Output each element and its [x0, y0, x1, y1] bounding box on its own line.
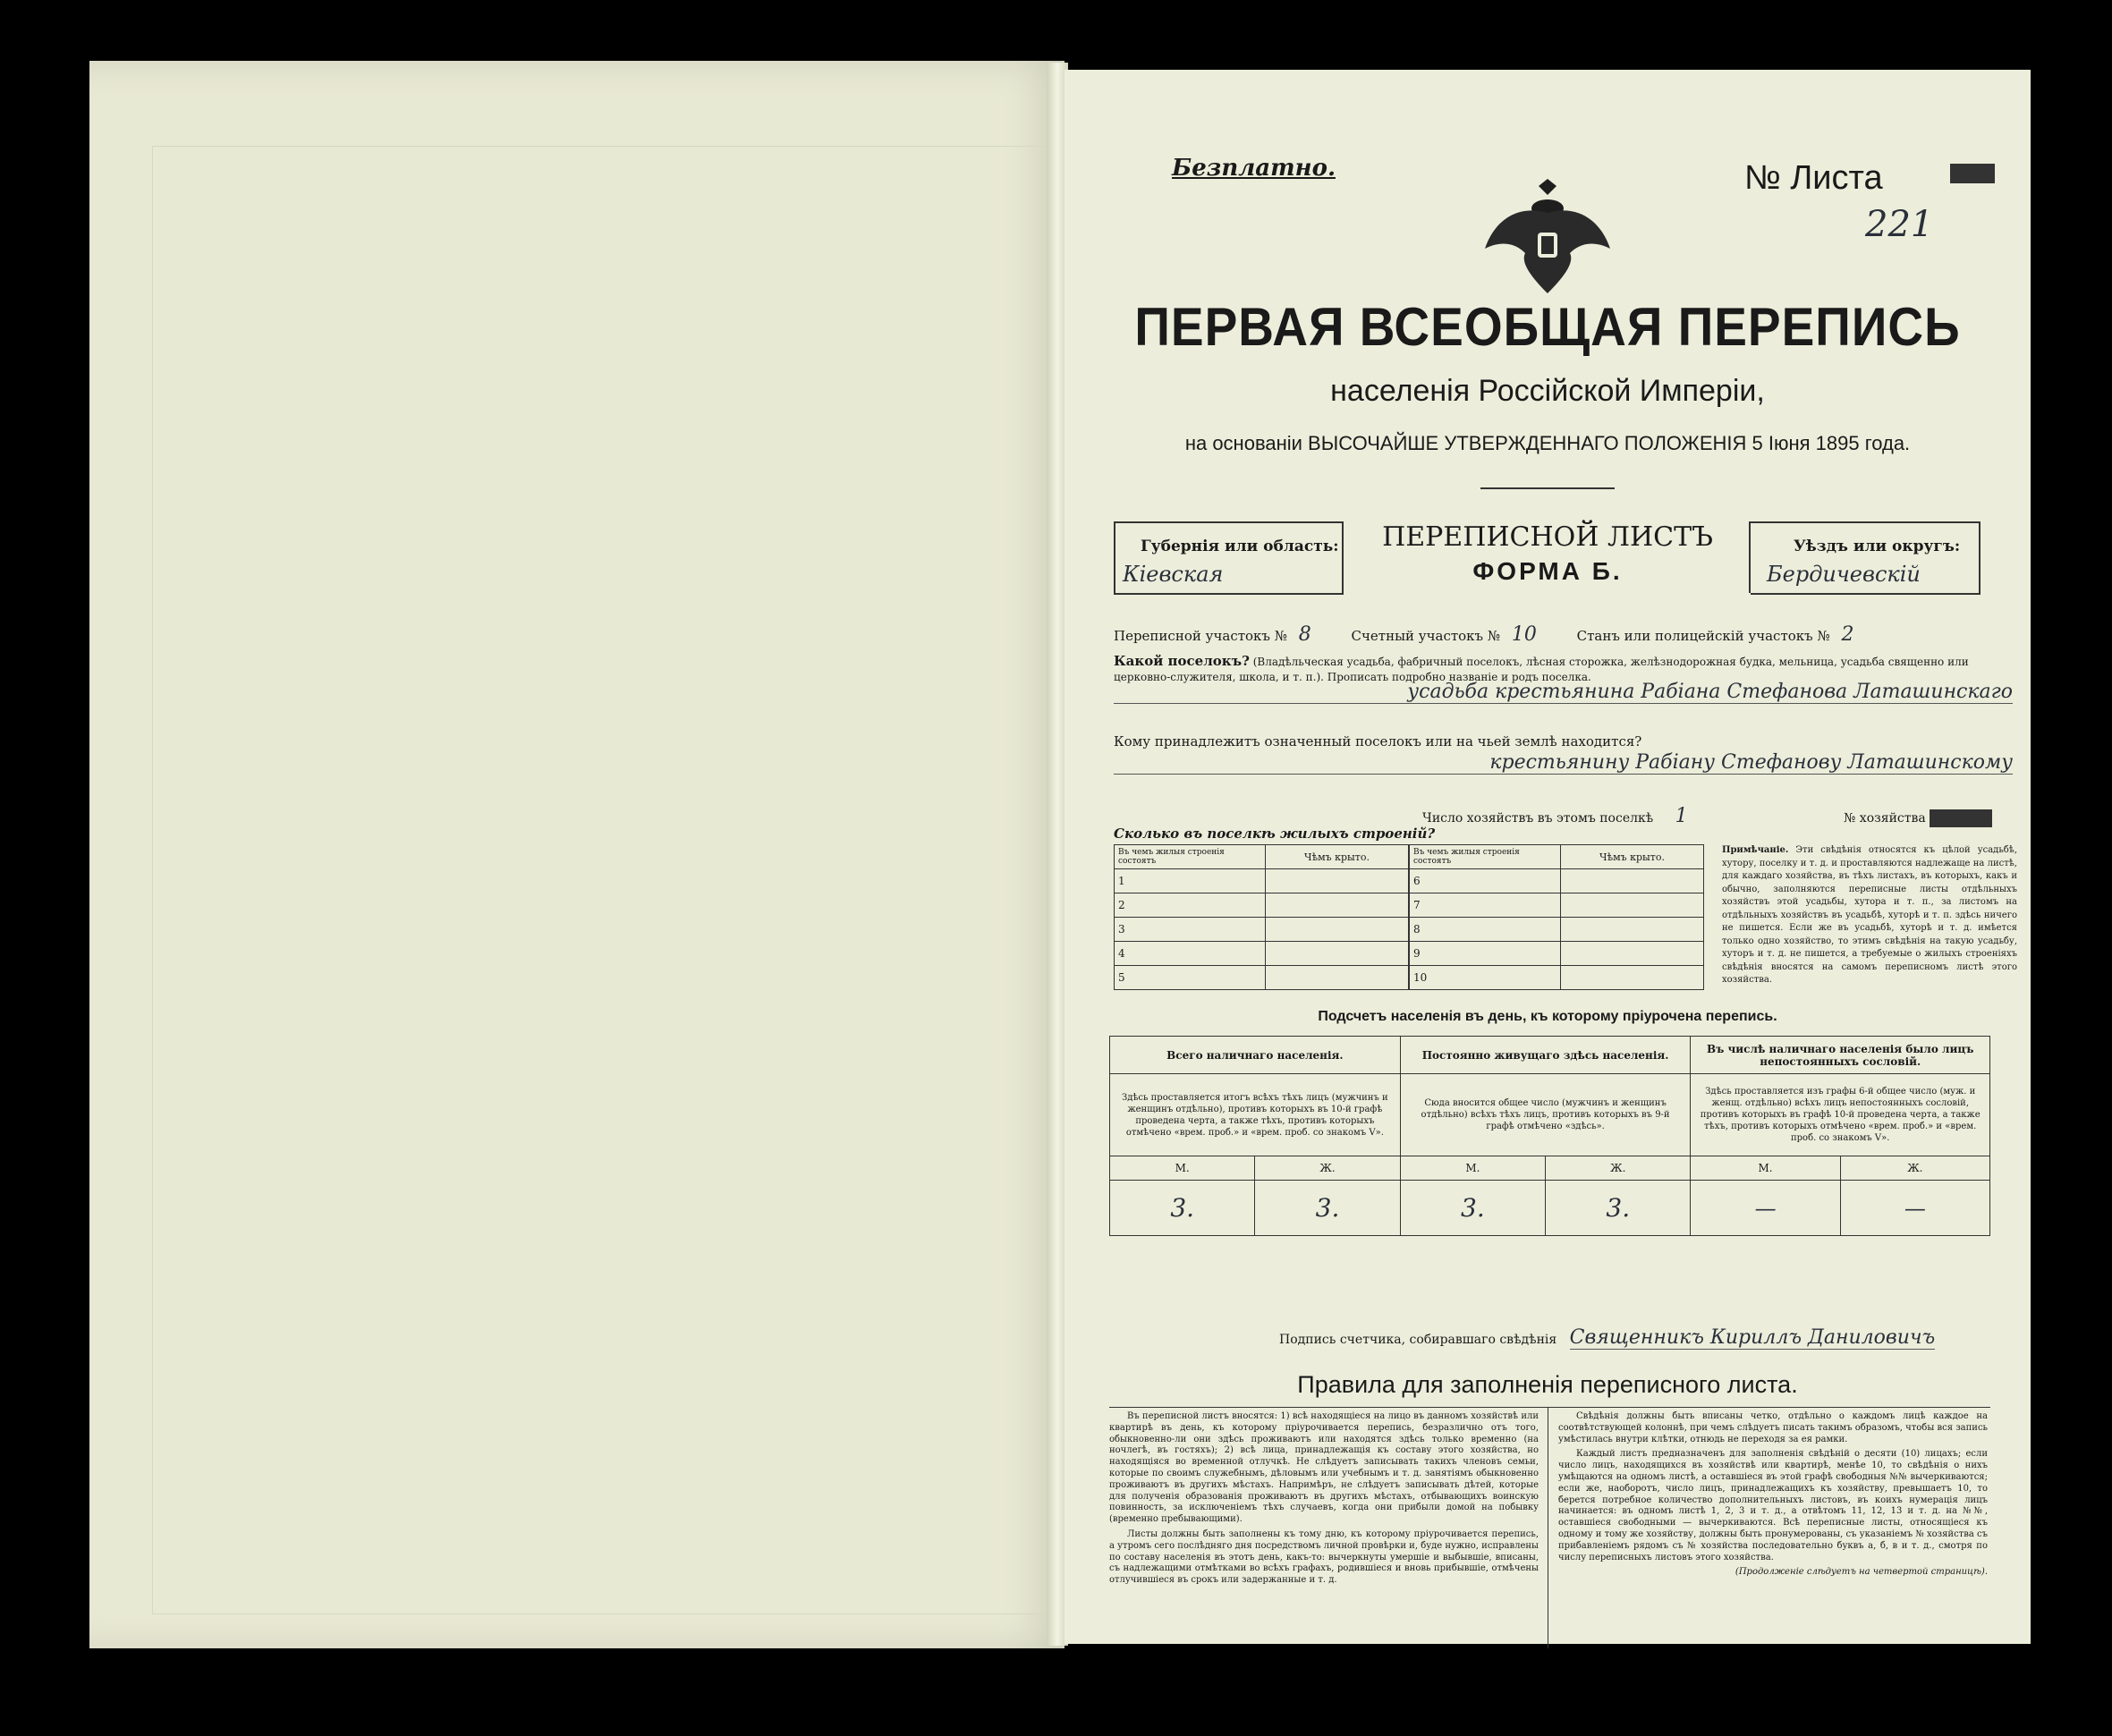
settlement-hint: (Владѣльческая усадьба, фабричный поселокъ, лѣсная сторожка, желѣзнодорожная будка, мельница, усадьба священно или церковно-служителя, школа, и т. п.). Прописать подробно названіе и родъ поселка. — [1114, 656, 1969, 683]
note-label: Примѣчаніе. — [1722, 845, 1789, 855]
rules-left-column — [1109, 1411, 1539, 1587]
buildings-col-name: Въ чемъ жилыя строенія состоятъ — [1115, 845, 1266, 869]
buildings-row-number: 6 — [1410, 869, 1561, 893]
population-value: 3. — [1110, 1181, 1255, 1236]
owner-question: Кому принадлежитъ означенный поселокъ или на чьей землѣ находится? — [1114, 733, 1642, 749]
buildings-col-roof: Чѣмъ крыто. — [1561, 845, 1704, 869]
buildings-row-number: 1 — [1115, 869, 1266, 893]
buildings-row-number: 2 — [1115, 893, 1266, 918]
population-table — [1109, 1036, 1990, 1236]
census-subtitle: населенія Россійской Имперіи, — [1330, 374, 1765, 408]
buildings-row-number: 9 — [1410, 942, 1561, 966]
settlement-question: Какой поселокъ? — [1114, 653, 1250, 669]
female-header: Ж. — [1840, 1156, 1989, 1181]
rules-paragraph: Въ переписной листъ вносятся: 1) всѣ находящіеся на лицо въ данномъ хозяйствѣ или квартирѣ въ день, къ которому пріурочивается перепись, безразлично отъ того, обыкновенно-ли они здѣсь проживаютъ или находятся здѣсь только временно (на ночлегѣ, въ гостяхъ); 2) всѣ лица, принадлежащія къ составу этого хозяйства, но находящіяся во временной отлучкѣ. Не слѣдуетъ записывать такихъ членовъ семьи, которые по своимъ служебнымъ, дѣловымъ или учебнымъ и т. д. занятіямъ обыкновенно проживаютъ въ другихъ мѣстахъ. Напримѣръ, не слѣдуетъ записывать дѣтей, которые для полученія образованія проживаютъ въ другихъ мѣстахъ, отбывающихъ воинскую повинность, за исключеніемъ тѣхъ случаевъ, когда они прибыли домой на побывку (временно пребывающими). — [1109, 1411, 1539, 1525]
buildings-col-roof: Чѣмъ крыто. — [1266, 845, 1409, 869]
sheet-number-value: 221 — [1865, 204, 1934, 245]
households-label: Число хозяйствъ въ этомъ поселкѣ — [1422, 811, 1654, 826]
rules-heading: Правила для заполненія переписного листа. — [1297, 1371, 1798, 1398]
census-section-value: 8 — [1298, 623, 1311, 646]
note-block — [1722, 844, 2017, 987]
population-value: — — [1691, 1181, 1840, 1236]
signature-label: Подпись счетчика, собиравшаго свѣдѣнія — [1279, 1333, 1557, 1347]
rules-paragraph: Свѣдѣнія должны быть вписаны четко, отдѣльно о каждомъ лицѣ каждое на соотвѣтствующей колоннѣ, при чемъ слѣдуетъ писать такимъ образомъ, чтобы вся запись умѣстилась внутри клѣтки, отнюдь не переходя за ея рамки. — [1558, 1411, 1988, 1444]
households-line — [1422, 805, 1992, 827]
province-label: Губернія или область: — [1141, 538, 1339, 555]
form-name-line1: ПЕРЕПИСНОЙ ЛИСТЪ — [1382, 521, 1713, 553]
redaction-mark — [1950, 164, 1995, 183]
counting-section-label: Счетный участокъ № — [1351, 628, 1501, 644]
population-value: 3. — [1400, 1181, 1545, 1236]
rules-divider — [1109, 1407, 1990, 1408]
district-label: Уѣздъ или округъ: — [1794, 538, 1961, 555]
population-resident-title: Постоянно живущаго здѣсь населенія. — [1400, 1037, 1691, 1074]
buildings-table-right — [1409, 844, 1704, 990]
rules-paragraph: Листы должны быть заполнены къ тому дню, къ которому пріурочивается перепись, а утромъ сего послѣдняго дня посредствомъ личной провѣрки и, буде нужно, исправлены по составу населенія въ этотъ день, какъ-то: вычеркнуты умершіе и выбывшіе, вписаны, съ надлежащими отмѣтками во всѣхъ графахъ, родившіеся и вновь прибывшіе, отмѣчены отлучившіеся въ срокъ или задержанные и т. д. — [1109, 1529, 1539, 1586]
census-form-page — [1064, 70, 2031, 1644]
counting-section-value: 10 — [1511, 623, 1537, 646]
imperial-eagle-emblem — [1480, 177, 1615, 298]
district-value: Бердичевскій — [1767, 562, 1921, 587]
rules-right-column — [1558, 1411, 1988, 1579]
buildings-row-number: 8 — [1410, 918, 1561, 942]
buildings-row-number: 3 — [1115, 918, 1266, 942]
population-value: — — [1840, 1181, 1989, 1236]
population-heading: Подсчетъ населенія въ день, къ которому пріурочена перепись. — [1318, 1009, 1777, 1024]
owner-value: крестьянину Рабіану Стефанову Латашинскому — [1114, 751, 2013, 775]
form-name-line2: ФОРМА Б. — [1472, 557, 1623, 585]
buildings-col-name: Въ чемъ жилыя строенія состоятъ — [1410, 845, 1561, 869]
settlement-value: усадьба крестьянина Рабіана Стефанова Латашинскаго — [1114, 681, 2013, 704]
male-header: М. — [1691, 1156, 1840, 1181]
left-blank-page — [89, 61, 1064, 1648]
census-section-label: Переписной участокъ № — [1114, 628, 1287, 644]
census-basis: на основаніи ВЫСОЧАЙШЕ УТВЕРЖДЕННАГО ПОЛОЖЕНІЯ 5 Іюня 1895 года. — [1184, 432, 1911, 454]
buildings-row-number: 10 — [1410, 966, 1561, 990]
buildings-row-number: 4 — [1115, 942, 1266, 966]
rules-continued-note: (Продолженіе слѣдуетъ на четвертой страницѣ). — [1735, 1567, 1988, 1578]
buildings-row-number: 7 — [1410, 893, 1561, 918]
population-nonresident-title: Въ числѣ наличнаго населенія было лицъ непостоянныхъ сословій. — [1691, 1037, 1990, 1074]
note-text: Эти свѣдѣнія относятся къ цѣлой усадьбѣ, хутору, поселку и т. д. и проставляются надлежаще на листѣ, для каждаго хозяйства, въ тѣхъ листахъ, въ которыхъ, какъ и обычно, заполняются переписные листы отдѣльныхъ хозяйствъ этой усадьбы, хутора и т. п., за листомъ на отдѣльныхъ хозяйствъ въ усадьбѣ, хуторѣ и т. п. здѣсь ничего не пишется. Если же въ усадьбѣ, хуторѣ и т. д. имѣется только одно хозяйство, то этимъ свѣдѣнія на такую усадьбу, хуторъ и т. д. не пишется, а требуемые о жилыхъ строеніяхъ свѣдѣнія вносятся на самомъ переписномъ листѣ этого хозяйства. — [1722, 845, 2018, 985]
buildings-row-number: 5 — [1115, 966, 1266, 990]
province-value: Кіевская — [1123, 562, 1224, 587]
camp-label: Станъ или полицейскій участокъ № — [1576, 628, 1830, 644]
buildings-question: Сколько въ поселкѣ жилыхъ строеній? — [1114, 826, 1436, 842]
section-line — [1114, 622, 2008, 648]
population-value: 3. — [1255, 1181, 1400, 1236]
signature-line — [1279, 1326, 2022, 1349]
households-value: 1 — [1675, 805, 1688, 827]
camp-value: 2 — [1841, 623, 1854, 646]
population-nonresident-desc: Здѣсь проставляется изъ графы 6-й общее число (муж. и женщ. отдѣльно) всѣхъ лицъ непостоянныхъ сословій, противъ которыхъ въ графѣ 10-й проведена черта, а также тѣхъ, противъ которыхъ отмѣчено «врем. проб.» и «врем. проб. со знакомъ V». — [1691, 1074, 1990, 1156]
buildings-table-left — [1114, 844, 1409, 990]
settlement-question-block — [1114, 653, 2013, 684]
signature-value: Священникъ Кириллъ Даниловичъ — [1569, 1326, 1936, 1349]
population-total-desc: Здѣсь проставляется итогъ всѣхъ тѣхъ лицъ (мужчинъ и женщинъ отдѣльно), противъ которыхъ въ 10-й графѣ проведена черта, а также тѣхъ, противъ которыхъ отмѣчено «врем. проб.» и «врем. проб. со знакомъ V». — [1110, 1074, 1401, 1156]
population-resident-desc: Сюда вносится общее число (мужчинъ и женщинъ отдѣльно) всѣхъ тѣхъ лицъ, противъ которыхъ въ 9-й графѣ отмѣчено «здѣсь». — [1400, 1074, 1691, 1156]
household-no-label: № хозяйства — [1844, 811, 1926, 826]
female-header: Ж. — [1546, 1156, 1691, 1181]
free-label: Безплатно. — [1172, 155, 1336, 182]
male-header: М. — [1110, 1156, 1255, 1181]
population-total-title: Всего наличнаго населенія. — [1110, 1037, 1401, 1074]
census-title: ПЕРВАЯ ВСЕОБЩАЯ ПЕРЕПИСЬ — [1134, 295, 1961, 358]
male-header: М. — [1400, 1156, 1545, 1181]
population-value: 3. — [1546, 1181, 1691, 1236]
title-divider — [1480, 487, 1615, 489]
left-page-border — [152, 146, 1057, 1614]
redaction-mark — [1930, 809, 1992, 827]
sheet-number-label: № Листа — [1744, 159, 1883, 197]
form-header-box — [1114, 521, 1981, 593]
rules-paragraph: Каждый листъ предназначенъ для заполненія свѣдѣній о десяти (10) лицахъ; если число лицъ, находящихся въ хозяйствѣ или квартирѣ, менѣе 10, то свѣдѣнія о нихъ умѣщаются на одномъ листѣ, а оставшіеся въ этой графѣ свободныя №№ вычеркиваются; если же, наоборотъ, число лицъ, принадлежащихъ къ хозяйству, превышаетъ 10, то берется потребное количество дополнительныхъ листовъ, въ коихъ нумерація лицъ начинается: въ одномъ листѣ 1, 2, 3 и т. д., а отвѣтомъ 11, 12, 13 и т. д. на №№, оставшіеся свободными — вычеркиваются. Всѣ переписные листы, относящіеся къ одному и тому же хозяйству, должны быть пронумерованы, съ указаніемъ № хозяйства съ прибавленіемъ рядомъ съ № хозяйства последовательно буквъ а, б, в и т. д., смотря по числу переписныхъ листовъ этого хозяйства. — [1558, 1449, 1988, 1562]
female-header: Ж. — [1255, 1156, 1400, 1181]
